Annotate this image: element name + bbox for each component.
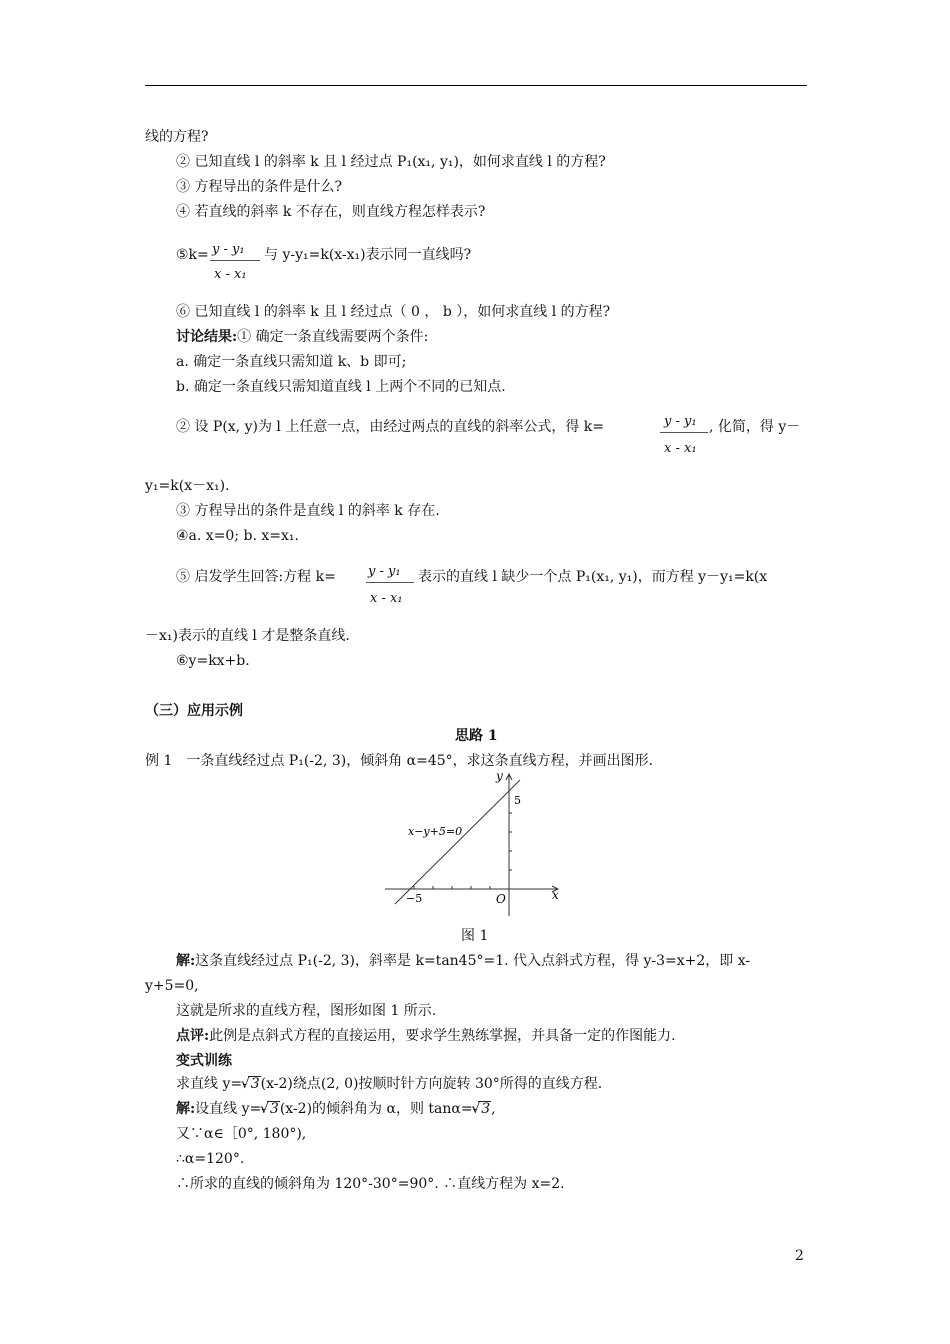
question-4: ④ 若直线的斜率 k 不存在，则直线方程怎样表示? — [176, 204, 486, 220]
page-number: 2 — [795, 1248, 804, 1264]
result-5-suffix: 表示的直线 l 缺少一个点 P₁(x₁, y₁)，而方程 y－y₁=k(x — [418, 569, 768, 585]
variant-solution-prefix: 设直线 y=- — [195, 1101, 266, 1117]
variant-solution-label: 解: — [176, 1101, 196, 1117]
result-2-numerator: y - y₁ — [664, 414, 697, 429]
idea-heading: 思路 1 — [455, 728, 498, 744]
variant-line-3: ∴α=120°. — [176, 1151, 245, 1167]
question-5-numerator: y - y₁ — [212, 242, 245, 257]
sqrt-3: √ 3 — [248, 1076, 261, 1091]
sqrt-3: √ 3 — [478, 1101, 491, 1116]
comment-line — [176, 1027, 676, 1045]
solution-label: 解: — [176, 953, 196, 969]
example-1: 例 1 一条直线经过点 P₁(-2, 3)，倾斜角 α=45°，求这条直线方程，并画出图形. — [145, 753, 654, 769]
result-2-denominator: x - x₁ — [664, 441, 697, 456]
variant-solution — [176, 1100, 496, 1118]
question-5-denominator: x - x₁ — [214, 267, 247, 282]
question-6: ⑥ 已知直线 l 的斜率 k 且 l 经过点（ 0 ， b ），如何求直线 l 的方程? — [176, 304, 611, 320]
y-intercept-label: 5 — [514, 794, 521, 807]
result-2-suffix: , 化简，得 y－ — [709, 419, 801, 435]
result-5-continued: －x₁)表示的直线 l 才是整条直线. — [145, 628, 350, 644]
sqrt-3: √ 3 — [267, 1101, 280, 1116]
solution-continued: y+5=0, — [145, 978, 199, 994]
variant-line-2: 又∵α∈［0°, 180°), — [176, 1126, 307, 1142]
result-5-prefix: ⑤ 启发学生回答:方程 k= — [176, 569, 336, 585]
result-2-continued: y₁=k(x－x₁). — [145, 478, 230, 494]
fraction-bar — [660, 432, 708, 433]
result-a: a. 确定一条直线只需知道 k、b 即可; — [176, 354, 407, 370]
variant-question-prefix: 求直线 y=- — [176, 1076, 247, 1092]
variant-line-4: ∴所求的直线的倾斜角为 120°-30°=90°. ∴直线方程为 x=2. — [176, 1176, 565, 1192]
variant-solution-end: , — [491, 1101, 496, 1117]
x-intercept-label: −5 — [406, 892, 423, 905]
discussion-label: 讨论结果: — [176, 329, 238, 345]
graph-line — [395, 780, 520, 904]
line-text: 线的方程? — [145, 129, 209, 145]
section-heading: （三）应用示例 — [145, 703, 243, 719]
discussion-line — [176, 328, 428, 346]
comment-text: 此例是点斜式方程的直接运用，要求学生熟练掌握，并具备一定的作图能力. — [209, 1028, 676, 1044]
result-6: ⑥y=kx+b. — [176, 653, 250, 669]
discussion-text: ① 确定一条直线需要两个条件: — [237, 329, 429, 345]
fraction-bar — [366, 582, 414, 583]
question-5-text: 与 y-y₁=k(x-x₁)表示同一直线吗? — [264, 247, 472, 263]
question-5-prefix: ⑤k= — [176, 247, 209, 263]
question-2: ② 已知直线 l 的斜率 k 且 l 经过点 P₁(x₁, y₁)，如何求直线 l 的方程? — [176, 154, 606, 170]
result-2-prefix: ② 设 P(x, y)为 l 上任意一点，由经过两点的直线的斜率公式，得 k= — [176, 419, 604, 435]
header-rule — [145, 85, 807, 86]
comment-label: 点评: — [176, 1028, 210, 1044]
y-axis-label: y — [496, 769, 503, 783]
variant-heading: 变式训练 — [176, 1053, 232, 1069]
result-5-numerator: y - y₁ — [368, 564, 401, 579]
fraction-bar — [210, 260, 260, 261]
result-b: b. 确定一条直线只需知道直线 l 上两个不同的已知点. — [176, 379, 506, 395]
line-equation-label: x−y+5=0 — [408, 825, 463, 838]
origin-label: O — [496, 892, 506, 906]
variant-question — [176, 1075, 602, 1093]
variant-solution-middle: (x-2)的倾斜角为 α，则 tanα=- — [279, 1101, 478, 1117]
result-5-denominator: x - x₁ — [370, 591, 403, 606]
question-3: ③ 方程导出的条件是什么? — [176, 179, 342, 195]
solution-line — [176, 952, 750, 970]
x-axis-label: x — [552, 888, 559, 902]
result-3: ③ 方程导出的条件是直线 l 的斜率 k 存在. — [176, 503, 440, 519]
solution-text: 这条直线经过点 P₁(-2, 3)，斜率是 k=tan45°=1. 代入点斜式方程，得 y-3=x+2，即 x- — [195, 953, 751, 969]
variant-question-suffix: (x-2)绕点(2, 0)按顺时针方向旋转 30°所得的直线方程. — [260, 1076, 603, 1092]
result-4: ④a. x=0; b. x=x₁. — [176, 528, 299, 544]
figure-caption: 图 1 — [461, 928, 489, 944]
solution-conclusion: 这就是所求的直线方程，图形如图 1 所示. — [176, 1003, 437, 1019]
figure-1-graph — [380, 766, 570, 921]
